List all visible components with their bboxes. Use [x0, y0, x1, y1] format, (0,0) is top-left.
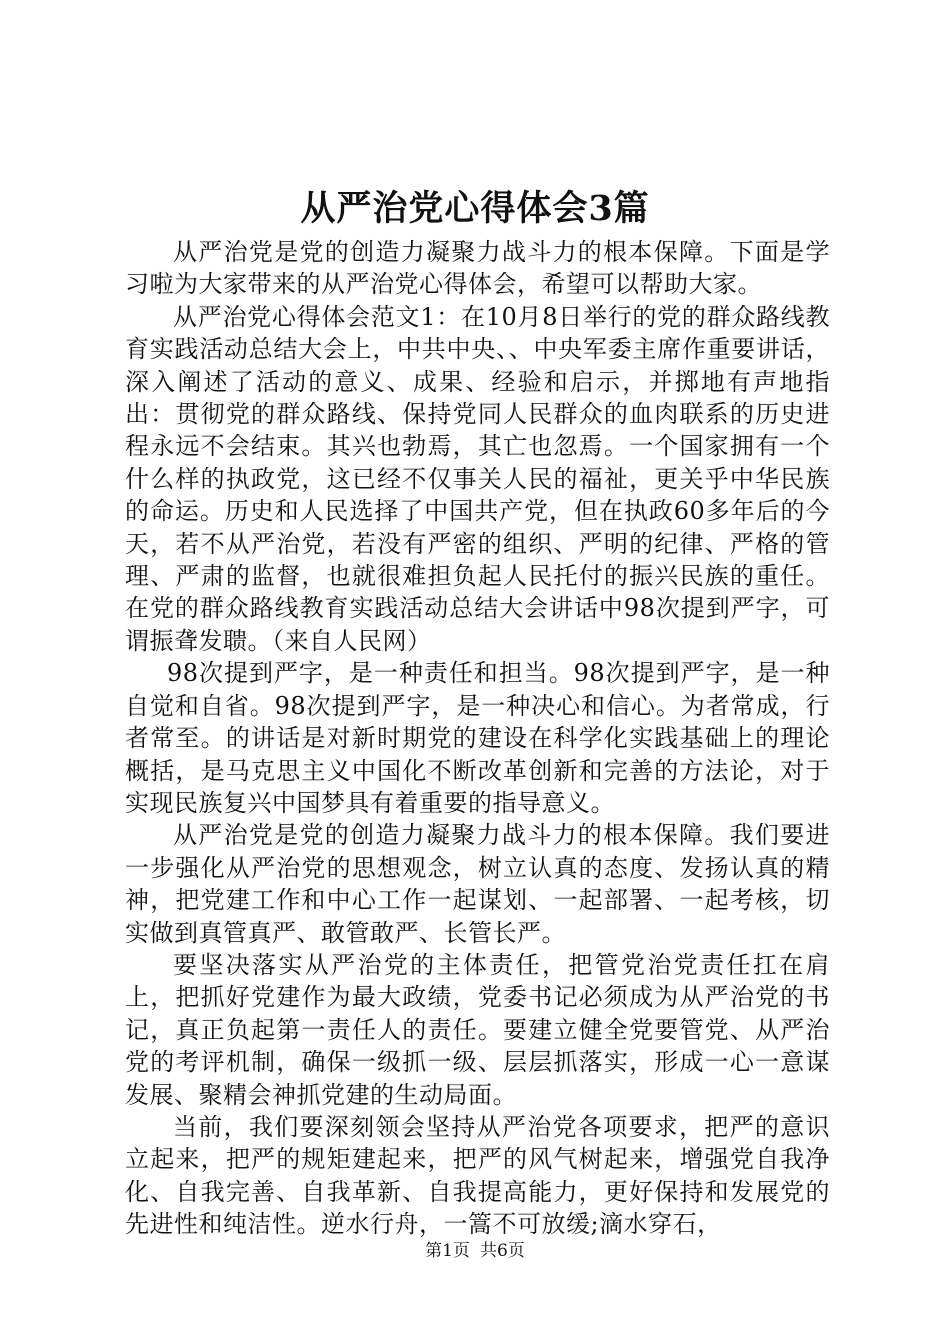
- paragraph-sample-1: 从严治党心得体会范文1：在10月8日举行的党的群众路线教育实践活动总结大会上，中共中央、、中央军委主席作重要讲话，深入阐述了活动的意义、成果、经验和启示，并掷地有声地指出：贯彻党的群众路线、保持党同人民群众的血肉联系的历史进程永远不会结束。其兴也勃焉，其亡也忽焉。一个国家拥有一个什么样的执政党，这已经不仅事关人民的福祉，更关乎中华民族的命运。历史和人民选择了中国共产党，但在执政60多年后的今天，若不从严治党，若没有严密的组织、严明的纪律、严格的管理、严肃的监督，也就很难担负起人民托付的振兴民族的重任。在党的群众路线教育实践活动总结大会讲话中98次提到严字，可谓振聋发聩。（来自人民网）: [125, 302, 830, 655]
- page-footer: [0, 1240, 950, 1262]
- paragraph-guarantee: 从严治党是党的创造力凝聚力战斗力的根本保障。我们要进一步强化从严治党的思想观念，树立认真的态度、发扬认真的精神，把党建工作和中心工作一起谋划、一起部署、一起考核，切实做到真管真严、敢管敢严、长管长严。: [125, 821, 830, 947]
- paragraph-98-times: 98次提到严字，是一种责任和担当。98次提到严字，是一种自觉和自省。98次提到严字，是一种决心和信心。为者常成，行者常至。的讲话是对新时期党的建设在科学化实践基础上的理论概括，是马克思主义中国化不断改革创新和完善的方法论，对于实现民族复兴中国梦具有着重要的指导意义。: [125, 659, 830, 817]
- paragraph-responsibility: 要坚决落实从严治党的主体责任，把管党治党责任扛在肩上，把抓好党建作为最大政绩，党委书记必须成为从严治党的书记，真正负起第一责任人的责任。要建立健全党要管党、从严治党的考评机制，确保一级抓一级、层层抓落实，形成一心一意谋发展、聚精会神抓党建的生动局面。: [125, 950, 830, 1109]
- paragraph-intro: 从严治党是党的创造力凝聚力战斗力的根本保障。下面是学习啦为大家带来的从严治党心得体会，希望可以帮助大家。: [125, 238, 830, 299]
- page-total: 共6页: [480, 1241, 525, 1261]
- page-number: 第1页: [425, 1241, 470, 1261]
- document-body: [125, 236, 830, 1241]
- paragraph-current: 当前，我们要深刻领会坚持从严治党各项要求，把严的意识立起来，把严的规矩建起来，把严的风气树起来，增强党自我净化、自我完善、自我革新、自我提高能力，更好保持和发展党的先进性和纯洁性。逆水行舟，一篙不可放缓;滴水穿石，: [125, 1112, 830, 1239]
- document-title: 从严治党心得体会3篇: [300, 188, 650, 229]
